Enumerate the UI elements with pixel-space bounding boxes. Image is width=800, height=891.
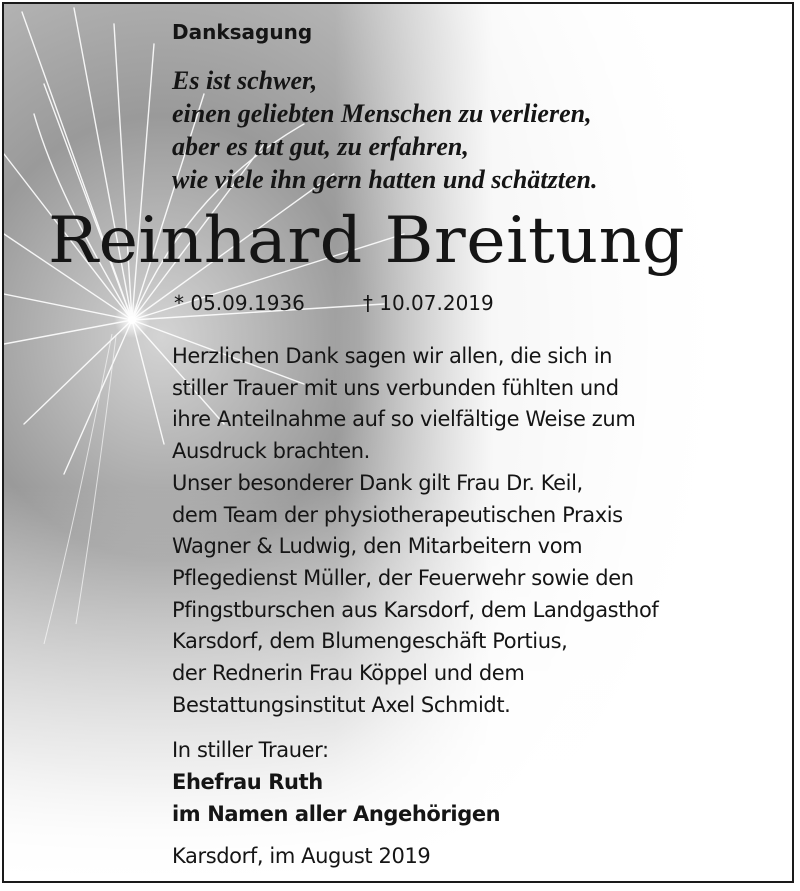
memorial-quote — [172, 64, 597, 196]
closing-block — [172, 734, 500, 830]
body-line: der Rednerin Frau Köppel und dem — [172, 661, 525, 686]
body-line: Karsdorf, dem Blumengeschäft Portius, — [172, 629, 568, 654]
signatory: im Namen aller Angehörigen — [172, 802, 501, 826]
birth-date: * 05.09.1936 — [174, 291, 305, 315]
body-line: ihre Anteilnahme auf so vielfältige Weise zum — [172, 407, 636, 432]
place-date: Karsdorf, im August 2019 — [172, 844, 431, 868]
obituary-notice — [2, 2, 794, 883]
body-line: dem Team der physiotherapeutischen Praxis — [172, 502, 623, 527]
body-line: Herzlichen Dank sagen wir allen, die sich in — [172, 344, 613, 368]
body-line: Pfingstburschen aus Karsdorf, dem Landgasthof — [172, 597, 659, 622]
body-line: stiller Trauer mit uns verbunden fühlten und — [172, 375, 619, 400]
death-date: † 10.07.2019 — [362, 291, 494, 315]
body-line: Pflegedienst Müller, der Feuerwehr sowie den — [172, 565, 634, 590]
deceased-name: Reinhard Breitung — [48, 204, 686, 278]
notice-heading: Danksagung — [172, 20, 313, 44]
signatory: Ehefrau Ruth — [172, 770, 323, 794]
life-dates — [174, 291, 494, 315]
body-line: Ausdruck brachten. — [172, 439, 370, 464]
thanks-paragraph — [172, 341, 658, 721]
quote-line: wie viele ihn gern hatten und schätzten. — [172, 165, 598, 194]
closing-intro: In stiller Trauer: — [172, 738, 329, 762]
body-line: Unser besonderer Dank gilt Frau Dr. Keil, — [172, 470, 583, 495]
body-line: Wagner & Ludwig, den Mitarbeitern vom — [172, 534, 583, 559]
quote-line: aber es tut gut, zu erfahren, — [172, 132, 469, 161]
quote-line: einen geliebten Menschen zu verlieren, — [172, 99, 592, 128]
body-line: Bestattungsinstitut Axel Schmidt. — [172, 692, 511, 717]
quote-line: Es ist schwer, — [172, 66, 318, 95]
